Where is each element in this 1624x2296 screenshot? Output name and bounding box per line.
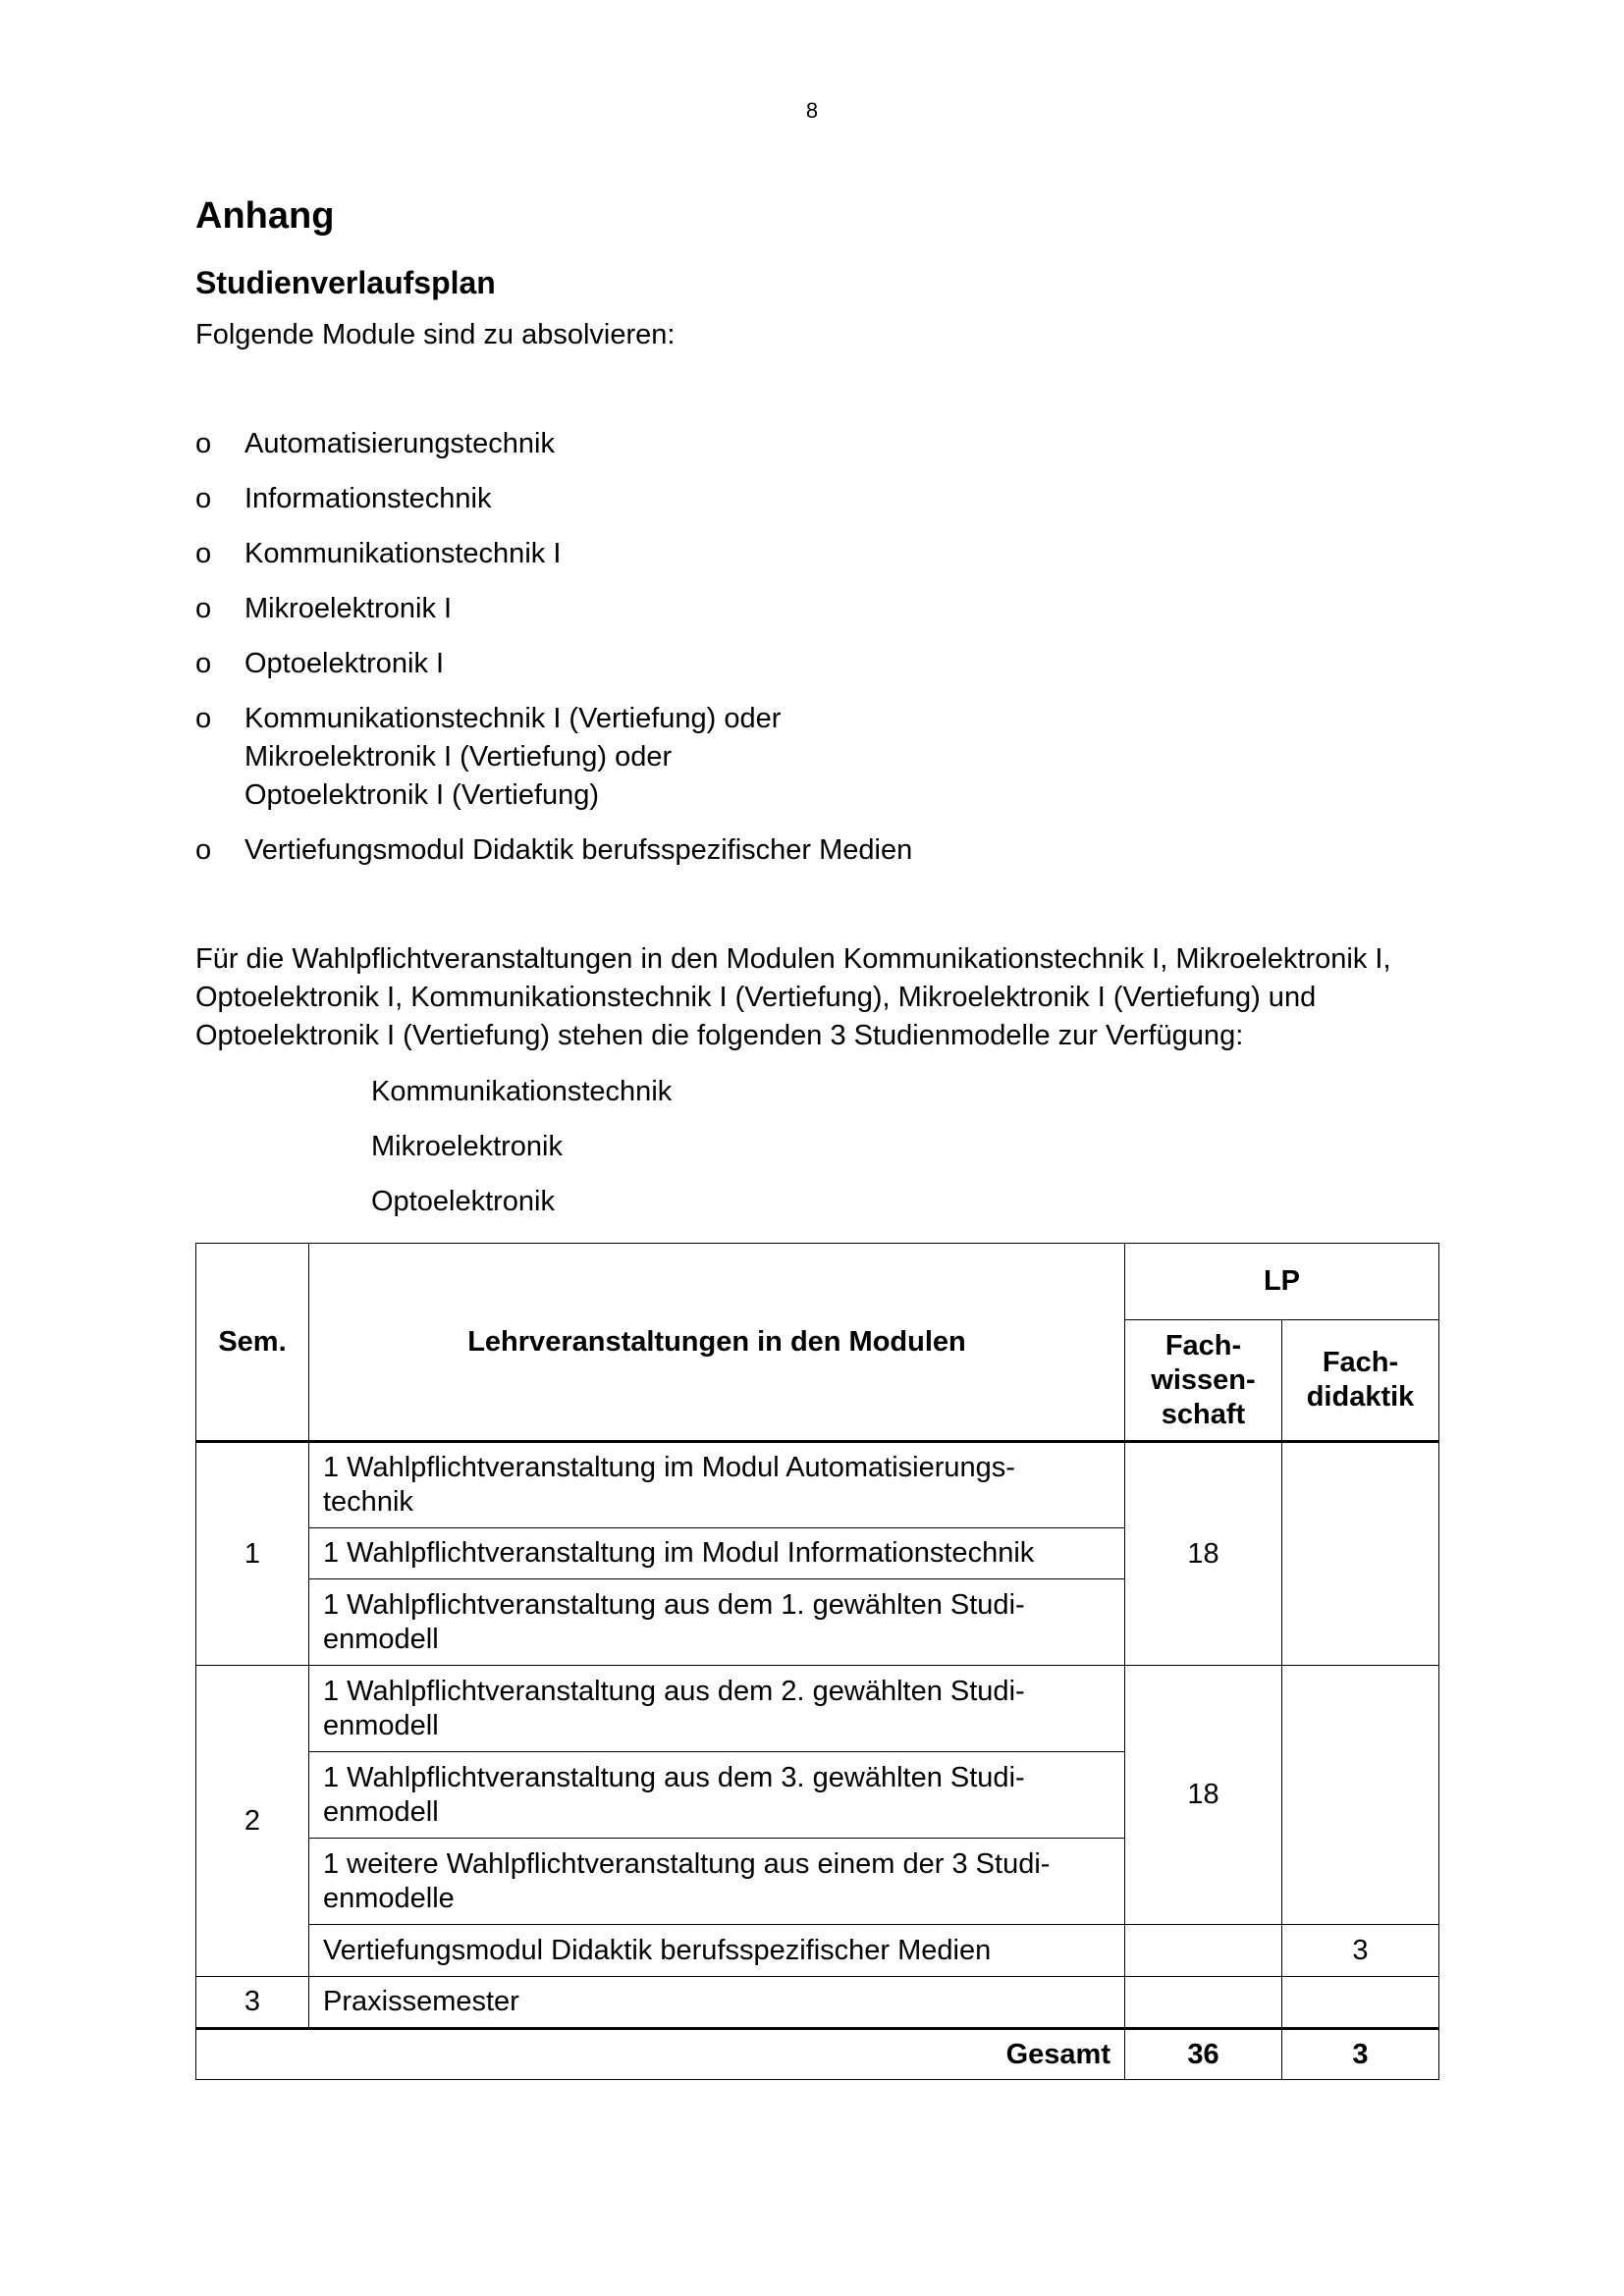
course-cell: Praxissemester <box>309 1977 1125 2029</box>
table-row <box>196 1666 1439 1752</box>
study-model-list <box>371 1073 1437 1221</box>
study-plan-table <box>195 1243 1439 2080</box>
bullet-icon: o <box>195 703 212 734</box>
section-title: Anhang <box>195 195 335 237</box>
elective-paragraph: Für die Wahlpflichtveranstaltungen in den Modulen Kommunikationstechnik I, Mikroelektronik I, Optoelektronik I, Kommunikationstechnik I (Vertiefung), Mikroelektronik I (Vertiefung) und Optoelektronik I (Vertiefung) stehen die folgenden 3 Studienmodelle zur Verfügung: <box>195 943 1391 1051</box>
module-item <box>195 425 1437 463</box>
table-row <box>196 1925 1439 1977</box>
table-row <box>196 1977 1439 2029</box>
lp-didactics-cell <box>1282 1977 1439 2029</box>
module-name: Informationstechnik <box>244 483 492 514</box>
course-cell: Vertiefungsmodul Didaktik berufsspezifischer Medien <box>309 1925 1125 1977</box>
course-cell: 1 Wahlpflichtveranstaltung im Modul Automatisierungs- technik <box>309 1442 1125 1528</box>
total-label: Gesamt <box>196 2029 1125 2080</box>
module-item <box>195 645 1437 683</box>
module-item <box>195 590 1437 628</box>
semester-cell: 2 <box>196 1666 309 1977</box>
header-subject-didactics: Fach- didaktik <box>1282 1320 1439 1442</box>
module-item <box>195 480 1437 518</box>
module-name: Mikroelektronik I <box>244 593 453 624</box>
course-cell: 1 weitere Wahlpflichtveranstaltung aus einem der 3 Studi- enmodelle <box>309 1839 1125 1925</box>
total-lp-subject: 36 <box>1125 2029 1282 2080</box>
lp-subject-cell: 18 <box>1125 1666 1282 1925</box>
header-semester: Sem. <box>196 1244 309 1442</box>
bullet-icon: o <box>195 593 212 624</box>
lp-subject-cell: 18 <box>1125 1442 1282 1666</box>
table-header-row <box>196 1244 1439 1320</box>
table-total-row <box>196 2029 1439 2080</box>
course-cell: 1 Wahlpflichtveranstaltung aus dem 3. gewählten Studi- enmodell <box>309 1752 1125 1839</box>
semester-cell: 1 <box>196 1442 309 1666</box>
header-courses: Lehrveranstaltungen in den Modulen <box>309 1244 1125 1442</box>
study-model-item: Optoelektronik <box>371 1186 555 1217</box>
lp-didactics-cell <box>1282 1666 1439 1925</box>
course-cell: 1 Wahlpflichtveranstaltung aus dem 2. gewählten Studi- enmodell <box>309 1666 1125 1752</box>
bullet-icon: o <box>195 483 212 514</box>
module-name: Kommunikationstechnik I <box>244 538 562 569</box>
course-cell: 1 Wahlpflichtveranstaltung aus dem 1. gewählten Studi- enmodell <box>309 1579 1125 1666</box>
lp-subject-cell <box>1125 1925 1282 1977</box>
table-row <box>196 1442 1439 1528</box>
document-body <box>195 192 1437 2080</box>
module-name: Automatisierungstechnik <box>244 428 555 459</box>
module-item <box>195 535 1437 573</box>
header-subject-science: Fach- wissen- schaft <box>1125 1320 1282 1442</box>
bullet-icon: o <box>195 648 212 679</box>
semester-cell: 3 <box>196 1977 309 2029</box>
subsection-title: Studienverlaufsplan <box>195 265 496 300</box>
lp-didactics-cell <box>1282 1442 1439 1666</box>
page-number: 8 <box>805 98 819 123</box>
module-item <box>195 831 1437 870</box>
bullet-icon: o <box>195 428 212 459</box>
study-model-item: Kommunikationstechnik <box>371 1076 673 1107</box>
bullet-icon: o <box>195 538 212 569</box>
header-lp: LP <box>1125 1244 1439 1320</box>
lp-subject-cell <box>1125 1977 1282 2029</box>
module-name: Vertiefungsmodul Didaktik berufsspezifischer Medien <box>244 834 913 866</box>
module-list <box>195 425 1437 870</box>
intro-text: Folgende Module sind zu absolvieren: <box>195 319 676 350</box>
bullet-icon: o <box>195 834 212 866</box>
study-model-item: Mikroelektronik <box>371 1131 563 1162</box>
lp-didactics-cell: 3 <box>1282 1925 1439 1977</box>
course-cell: 1 Wahlpflichtveranstaltung im Modul Informationstechnik <box>309 1528 1125 1579</box>
module-name: Optoelektronik I <box>244 648 445 679</box>
total-lp-didactics: 3 <box>1282 2029 1439 2080</box>
module-name: Kommunikationstechnik I (Vertiefung) oder Mikroelektronik I (Vertiefung) oder Optoelektronik I (Vertiefung) <box>244 703 782 811</box>
module-item <box>195 700 1437 815</box>
